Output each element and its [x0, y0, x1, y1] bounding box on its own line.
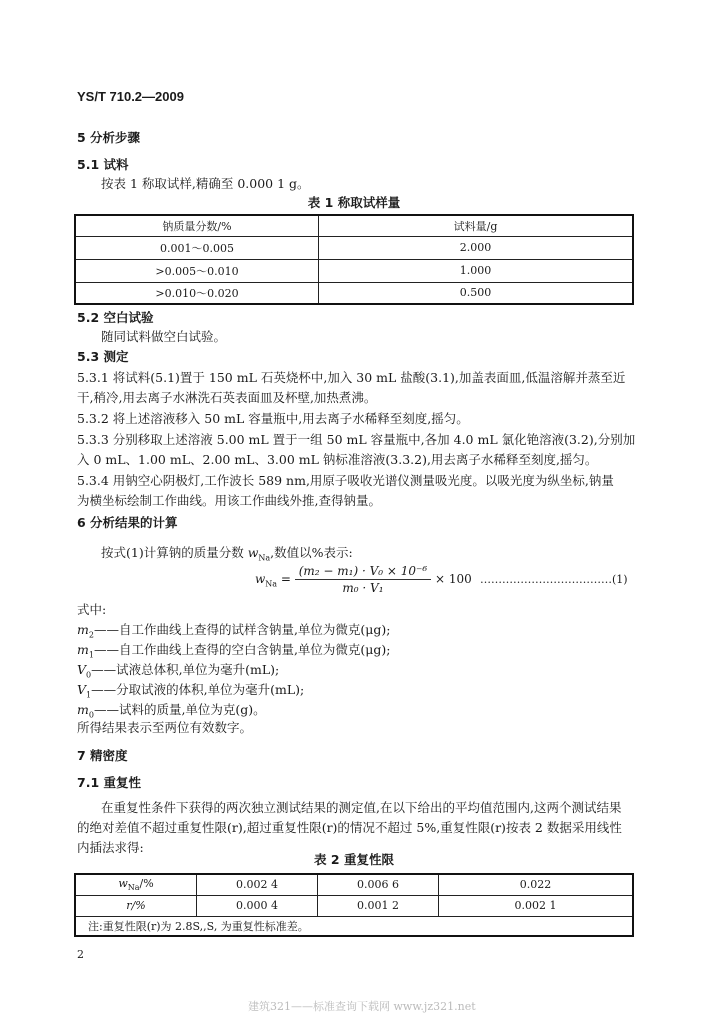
formula-number: ………………………………(1)	[480, 573, 628, 586]
section-7-1-title: 7.1 重复性	[77, 775, 141, 790]
table-cell: 0.001 2	[318, 895, 439, 916]
page-number: 2	[77, 948, 84, 961]
watermark: 建筑321——标准查询下载网 www.jz321.net	[248, 1000, 476, 1013]
table-2	[74, 873, 634, 937]
variable-definition: $V_1——$分取试液的体积,单位为毫升(mL);	[77, 682, 305, 700]
result-note: 所得结果表示至两位有效数字。	[77, 720, 253, 735]
paragraph-line: 的绝对差值不超过重复性限(r),超过重复性限(r)的情况不超过 5%,重复性限(r)按表 2 数据采用线性	[77, 820, 622, 835]
variable-definition: $V_0——$试液总体积,单位为毫升(mL);	[77, 662, 280, 680]
section-5-1-title: 5.1 试料	[77, 157, 129, 172]
document-header: YS/T 710.2—2009	[77, 89, 184, 104]
paragraph-line: 入 0 mL、1.00 mL、2.00 mL、3.00 mL 钠标准溶液(3.3.2),用去离子水稀释至刻度,摇匀。	[77, 452, 598, 467]
paragraph-line: 5.3.2 将上述溶液移入 50 mL 容量瓶中,用去离子水稀释至刻度,摇匀。	[77, 411, 469, 426]
table-cell: 0.022	[439, 874, 634, 895]
paragraph-line: 5.3.4 用钠空心阴极灯,工作波长 589 nm,用原子吸收光谱仪测量吸光度。以吸光度为纵坐标,钠量	[77, 473, 614, 488]
table-cell: 0.006 6	[318, 874, 439, 895]
table-note: 注:重复性限(r)为 2.8S,,S, 为重复性标准差。	[75, 916, 633, 936]
variable-definition: $m_2——$自工作曲线上查得的试样含钠量,单位为微克(μg);	[77, 622, 391, 640]
section-5-3-title: 5.3 测定	[77, 349, 129, 364]
table-row	[75, 282, 633, 304]
section-5-2-title: 5.2 空白试验	[77, 310, 154, 325]
paragraph-line: 为横坐标绘制工作曲线。用该工作曲线外推,查得钠量。	[77, 493, 381, 508]
table-cell: >0.005～0.010	[75, 259, 319, 282]
table-cell: 0.500	[319, 282, 634, 304]
paragraph-line: 5.3.3 分别移取上述溶液 5.00 mL 置于一组 50 mL 容量瓶中,各加 4.0 mL 氯化铯溶液(3.2),分别加	[77, 432, 636, 447]
table-row	[75, 259, 633, 282]
paragraph-line: 内插法求得:	[77, 840, 144, 855]
section-5-1-text: 按表 1 称取试样,精确至 0.000 1 g。	[101, 176, 310, 191]
variable-definition: $m_1——$自工作曲线上查得的空白含钠量,单位为微克(μg);	[77, 642, 391, 660]
where-label: 式中:	[77, 602, 107, 617]
table-cell: 0.002 1	[439, 895, 634, 916]
table-cell: 0.001～0.005	[75, 236, 319, 259]
formula-1: $w_{Na}$ = $\frac{\text{(m₂ − m₁) · V₀ × 10⁻⁶}}{\text{m₀ · V₁}}$ × 100	[255, 564, 472, 595]
table-header: 钠质量分数/%	[75, 215, 319, 236]
table-1	[74, 214, 634, 305]
section-6-intro: 按式(1)计算钠的质量分数 $w_{Na}$,数值以%表示:	[101, 545, 353, 563]
table-cell: 1.000	[319, 259, 634, 282]
paragraph-line: 干,稍冷,用去离子水淋洗石英表面皿及杯壁,加热煮沸。	[77, 390, 377, 405]
table-cell: >0.010～0.020	[75, 282, 319, 304]
table-cell: 0.000 4	[197, 895, 318, 916]
table-row	[75, 236, 633, 259]
section-5-2-text: 随同试料做空白试验。	[101, 329, 227, 344]
table-cell: 0.002 4	[197, 874, 318, 895]
table-row	[75, 874, 633, 895]
variable-definition: $m_0——$试料的质量,单位为克(g)。	[77, 702, 266, 720]
table-1-caption: 表 1 称取试样量	[307, 195, 401, 210]
table-cell: $w_{Na}/\%$	[75, 874, 197, 895]
section-5-title: 5 分析步骤	[77, 130, 141, 145]
section-7-title: 7 精密度	[77, 748, 128, 763]
section-6-title: 6 分析结果的计算	[77, 515, 178, 530]
table-2-caption: 表 2 重复性限	[314, 852, 394, 867]
table-cell: r/%	[75, 895, 197, 916]
paragraph-line: 在重复性条件下获得的两次独立测试结果的测定值,在以下给出的平均值范围内,这两个测试结果	[101, 800, 622, 815]
table-header: 试料量/g	[319, 215, 634, 236]
table-row	[75, 895, 633, 916]
paragraph-line: 5.3.1 将试料(5.1)置于 150 mL 石英烧杯中,加入 30 mL 盐酸(3.1),加盖表面皿,低温溶解并蒸至近	[77, 370, 626, 385]
table-cell: 2.000	[319, 236, 634, 259]
